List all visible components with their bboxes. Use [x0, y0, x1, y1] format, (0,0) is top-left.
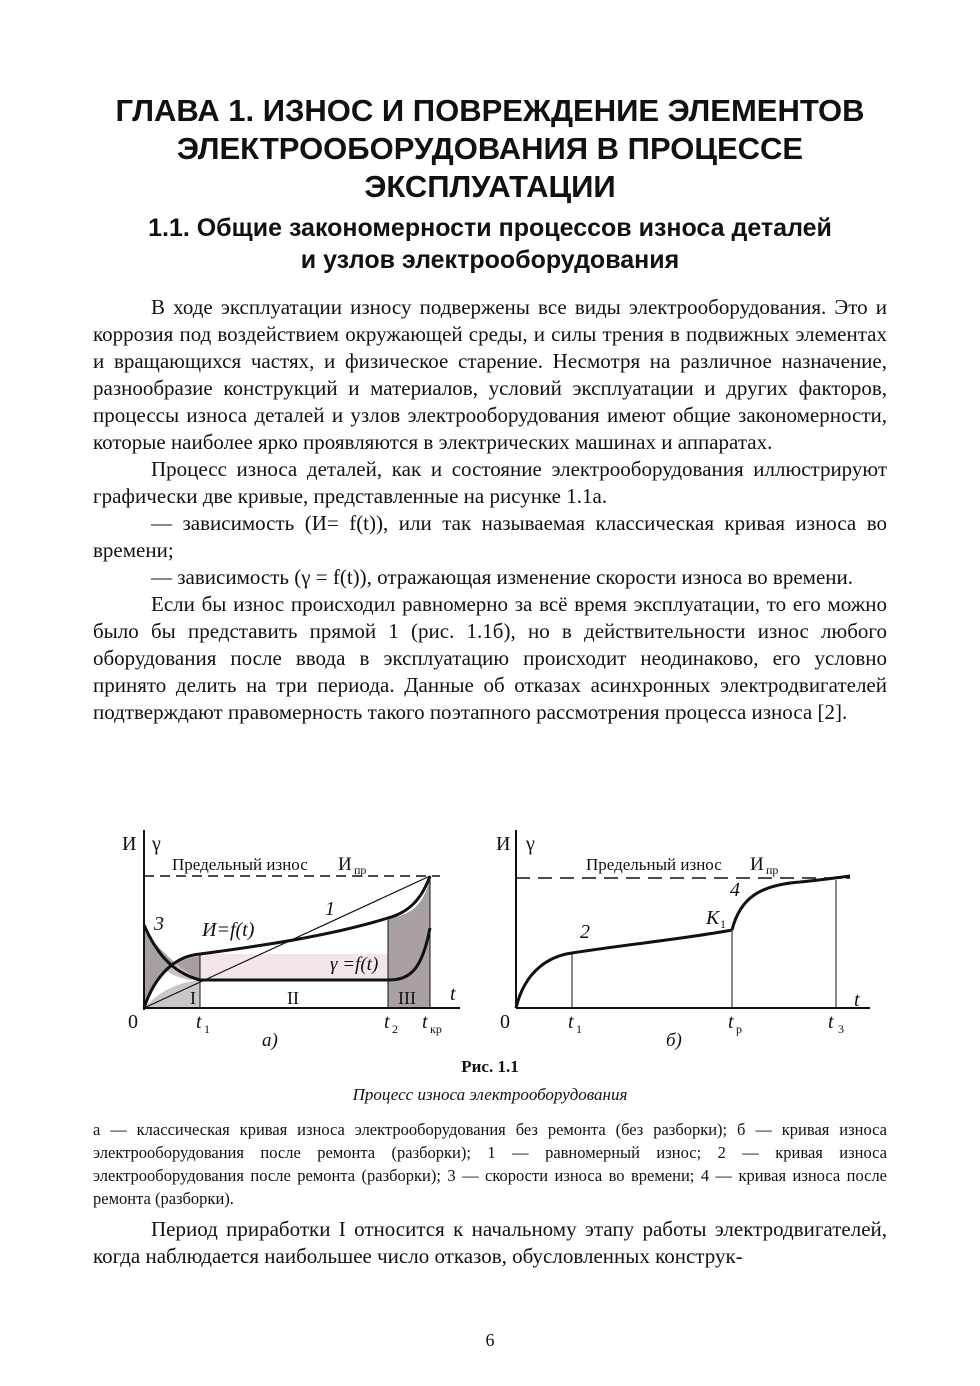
k-label: K	[706, 907, 720, 929]
limit-symbol-b: И	[750, 854, 764, 875]
chapter-title-line: ЭЛЕКТРООБОРУДОВАНИЯ В ПРОЦЕССЕ	[176, 131, 804, 166]
curve-label-2: 2	[580, 921, 590, 943]
origin-label-a: 0	[128, 1011, 138, 1033]
figure-svg	[110, 820, 870, 1060]
limit-symbol-a: И	[338, 854, 352, 875]
limit-subscript-b: пр	[766, 863, 779, 877]
tick-sub-a: кр	[430, 1022, 442, 1036]
curve-label-3: 3	[154, 913, 164, 935]
paragraph: — зависимость (γ = f(t)), отражающая изменение скорости износа во времени.	[151, 565, 853, 589]
section-title-line: и узлов электрооборудования	[300, 246, 680, 274]
origin-label-b: 0	[500, 1011, 510, 1033]
y-label-wear-b: И	[496, 833, 511, 855]
period-label-3: III	[398, 988, 416, 1008]
t-axis-label-a: t	[450, 983, 456, 1005]
tick-label-b: t	[568, 1011, 574, 1033]
panel-a	[122, 830, 460, 1051]
paragraph: Процесс износа деталей, как и состояние электрооборудования иллюстрируют графически две кривые, представленные на рисунке 1.1а.	[93, 457, 887, 508]
tick-sub-b: р	[736, 1022, 742, 1036]
curve-label-1: 1	[325, 898, 335, 920]
limit-label-a: Предельный износ	[172, 855, 308, 874]
limit-subscript-a: пр	[354, 863, 367, 877]
chapter-title	[90, 92, 890, 206]
paragraph: — зависимость (И= f(t)), или так называемая классическая кривая износа во времени;	[93, 511, 887, 562]
tick-label-a: t	[422, 1011, 428, 1033]
wear-curve-label: И=f(t)	[202, 919, 255, 941]
tick-label-b: t	[828, 1011, 834, 1033]
paragraph: Период приработки I относится к начальному этапу работы электродвигателей, когда наблюдается наибольшее число отказов, обусловленных конструк-	[93, 1217, 887, 1268]
page-number: 6	[485, 1330, 495, 1350]
figure-caption: Процесс износа электрооборудования	[352, 1085, 628, 1104]
chapter-title-line: ЭКСПЛУАТАЦИИ	[364, 169, 616, 204]
body-text-top	[93, 294, 887, 726]
tick-label-a: t	[384, 1011, 390, 1033]
tick-label-b: t	[728, 1011, 734, 1033]
period-label-1: I	[190, 988, 196, 1008]
panel-label-b: б)	[666, 1030, 682, 1051]
rate-curve-label: γ =f(t)	[330, 954, 379, 975]
paragraph: Если бы износ происходил равномерно за всё время эксплуатации, то его можно было бы представить прямой 1 (рис. 1.1б), но в действительности износ любого оборудования после ввода в эксплуатацию происходит неодинаково, его условно принято делить на три периода. Данные об отказах асинхронных электродвигателей подтверждают правомерность такого поэтапного рассмотрения процесса износа [2].	[93, 592, 887, 724]
figure-1-1	[110, 820, 870, 1060]
section-title-line: 1.1. Общие закономерности процессов износа деталей	[148, 214, 832, 242]
figure-legend: а — классическая кривая износа электрооборудования без ремонта (без разборки); б — кривая износа электрооборудования после ремонта (разборки); 1 — равномерный износ; 2 — кривая износа электрооборудования после ремонта (разборки); 3 — скорости износа во времени; 4 — кривая износа после ремонта (разборки).	[93, 1120, 887, 1208]
t-axis-label-b: t	[854, 989, 860, 1011]
k-subscript: 1	[720, 917, 726, 931]
panel-b	[496, 830, 870, 1051]
y-label-rate-a: γ	[152, 833, 161, 855]
section-title	[90, 212, 890, 276]
y-label-wear-a: И	[122, 833, 137, 855]
paragraph: В ходе эксплуатации износу подвержены все виды электрооборудования. Это и коррозия под воздействием окружающей среды, и силы трения в подвижных элементах и вращающихся частях, и физическое старение. Несмотря на различное назначение, разнообразие конструкций и материалов, условий эксплуатации и других факторов, процессы износа деталей и узлов электрооборудования имеют общие закономерности, которые наиболее ярко проявляются в электрических машинах и аппаратах.	[93, 295, 887, 454]
period-label-2: II	[287, 988, 299, 1008]
curve-label-4: 4	[730, 879, 740, 901]
wear-curve-after-repair	[516, 930, 732, 1008]
limit-label-b: Предельный износ	[586, 855, 722, 874]
tick-sub-a: 1	[204, 1022, 210, 1036]
wear-curve-after-repair-2	[732, 876, 850, 930]
tick-sub-b: 1	[576, 1022, 582, 1036]
body-text-bottom	[93, 1216, 887, 1270]
tick-sub-a: 2	[392, 1022, 398, 1036]
figure-number: Рис. 1.1	[461, 1057, 519, 1076]
tick-label-a: t	[196, 1011, 202, 1033]
tick-sub-b: 3	[838, 1022, 844, 1036]
chapter-title-line: ГЛАВА 1. ИЗНОС И ПОВРЕЖДЕНИЕ ЭЛЕМЕНТОВ	[115, 93, 865, 128]
panel-label-a: а)	[262, 1030, 278, 1051]
y-label-rate-b: γ	[526, 833, 535, 855]
